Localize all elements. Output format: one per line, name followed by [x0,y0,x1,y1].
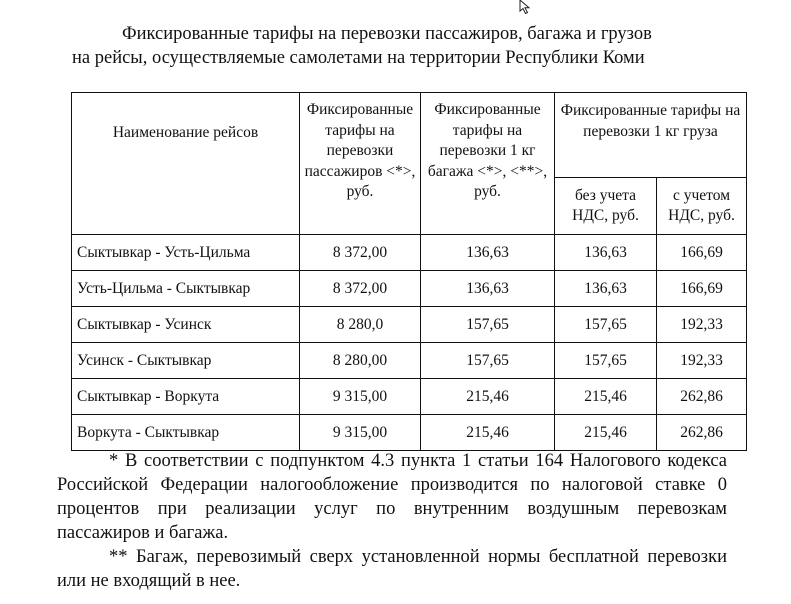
header-cargo-no-vat: без учета НДС, руб. [555,178,657,235]
route-cell: Усинск - Сыктывкар [72,343,300,379]
cargo-no-vat-cell: 215,46 [555,379,657,415]
baggage-cell: 215,46 [421,415,555,451]
title-line-1: Фиксированные тарифы на перевозки пассажиров, багажа и грузов [122,24,652,44]
table-row [72,415,747,451]
cargo-with-vat-cell: 166,69 [657,271,747,307]
mouse-pointer-icon [519,0,533,14]
passenger-cell: 9 315,00 [300,379,421,415]
header-passenger-tariff: Фиксированные тарифы на перевозки пассажиров <*>, руб. [300,93,421,235]
header-row [72,93,747,178]
cargo-no-vat-cell: 157,65 [555,343,657,379]
passenger-cell: 8 280,0 [300,307,421,343]
header-cargo-with-vat: с учетом НДС, руб. [657,178,747,235]
table-row [72,343,747,379]
cargo-no-vat-cell: 136,63 [555,271,657,307]
footnote-baggage: ** Багаж, перевозимый сверх установленной нормы бесплатной перевозки или не входящий в нее. [57,547,727,591]
cargo-with-vat-cell: 166,69 [657,235,747,271]
passenger-cell: 8 372,00 [300,271,421,307]
baggage-cell: 215,46 [421,379,555,415]
cargo-no-vat-cell: 215,46 [555,415,657,451]
cargo-with-vat-cell: 192,33 [657,307,747,343]
route-cell: Сыктывкар - Усть-Цильма [72,235,300,271]
header-cargo-tariff: Фиксированные тарифы на перевозки 1 кг груза [555,93,747,178]
cargo-with-vat-cell: 262,86 [657,379,747,415]
baggage-cell: 157,65 [421,307,555,343]
cargo-with-vat-cell: 262,86 [657,415,747,451]
header-route: Наименование рейсов [72,93,300,235]
cargo-with-vat-cell: 192,33 [657,343,747,379]
cargo-no-vat-cell: 136,63 [555,235,657,271]
passenger-cell: 8 372,00 [300,235,421,271]
cargo-no-vat-cell: 157,65 [555,307,657,343]
table-row [72,235,747,271]
baggage-cell: 136,63 [421,271,555,307]
passenger-cell: 8 280,00 [300,343,421,379]
route-cell: Воркута - Сыктывкар [72,415,300,451]
route-cell: Сыктывкар - Усинск [72,307,300,343]
footnote-vat: * В соответствии с подпунктом 4.3 пункта 1 статьи 164 Налогового кодекса Российской Федерации налогообложение производится по налоговой ставке 0 процентов при реализации услуг по внутренним воздушным перевозкам пассажиров и багажа. [57,451,727,543]
route-cell: Усть-Цильма - Сыктывкар [72,271,300,307]
table-row [72,271,747,307]
baggage-cell: 136,63 [421,235,555,271]
document-title [0,22,791,70]
footnotes [57,449,727,593]
table-row [72,379,747,415]
table-row [72,307,747,343]
route-cell: Сыктывкар - Воркута [72,379,300,415]
passenger-cell: 9 315,00 [300,415,421,451]
tariffs-table [71,92,747,451]
title-line-2: на рейсы, осуществляемые самолетами на территории Республики Коми [72,48,645,68]
header-baggage-tariff: Фиксированные тарифы на перевозки 1 кг багажа <*>, <**>, руб. [421,93,555,235]
baggage-cell: 157,65 [421,343,555,379]
